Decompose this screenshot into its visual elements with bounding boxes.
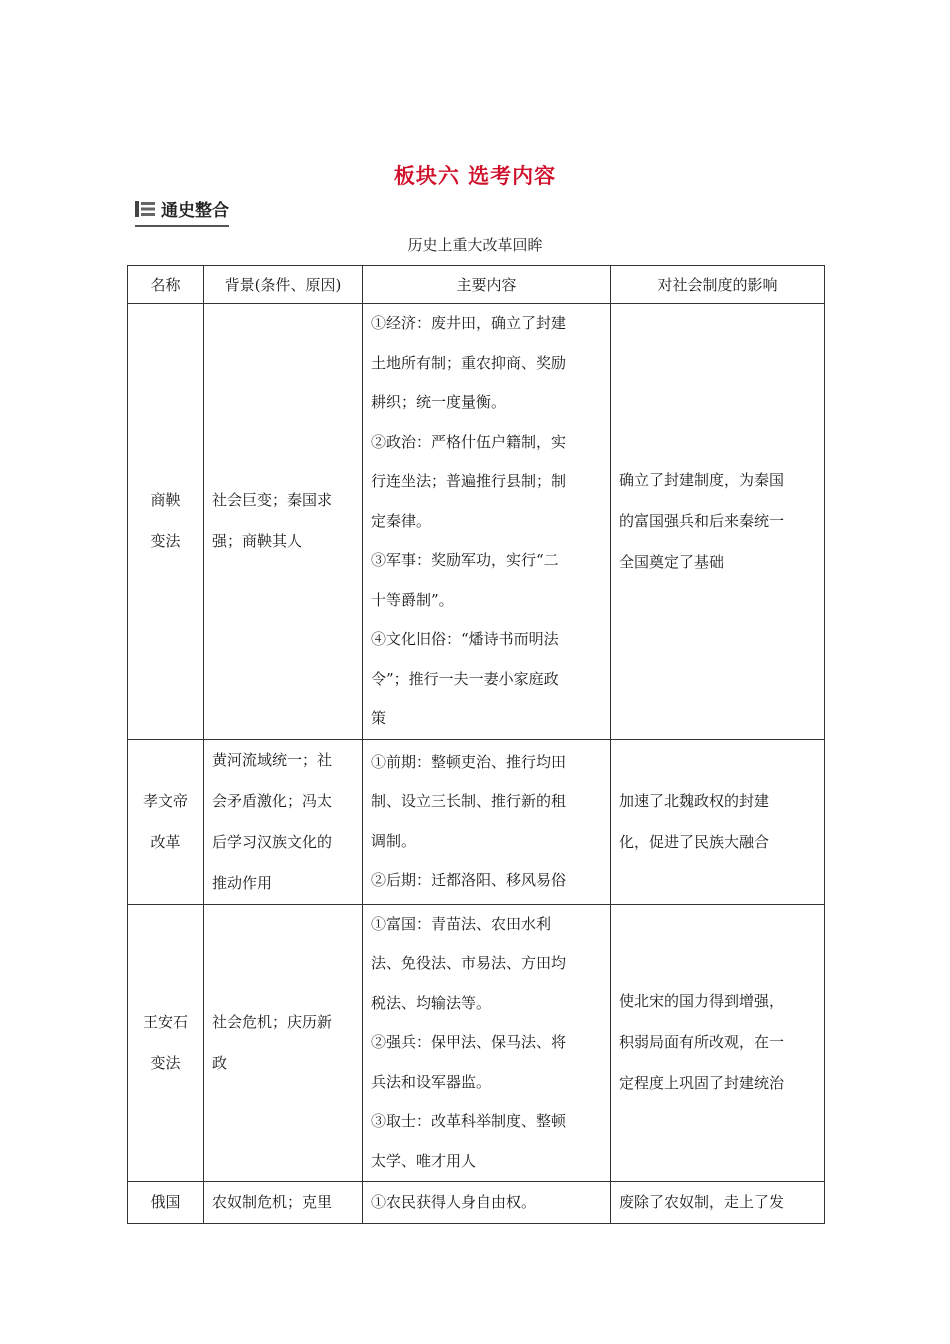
cell-line: ①富国：青苗法、农田水利 — [371, 914, 552, 933]
header-impact: 对社会制度的影响 — [611, 266, 825, 304]
cell-line: ②强兵：保甲法、保马法、将 — [371, 1033, 567, 1051]
cell-line: 推动作用 — [212, 873, 273, 892]
cell-line: ③军事：奖励军功，实行“二 — [371, 551, 559, 569]
cell-content — [363, 1182, 611, 1224]
cell-line: 十等爵制”。 — [371, 590, 454, 609]
cell-line: 令”；推行一夫一妻小家庭政 — [371, 669, 559, 688]
cell-name — [128, 304, 204, 740]
cell-line: 社会巨变；秦国求 — [212, 491, 333, 510]
cell-line: 社会危机；庆历新 — [212, 1012, 333, 1031]
cell-line: 全国奠定了基础 — [619, 552, 725, 571]
cell-line: 农奴制危机；克里 — [212, 1193, 333, 1211]
cell-line: 兵法和设军器监。 — [371, 1072, 492, 1091]
table-header-row — [128, 266, 825, 304]
cell-impact — [611, 904, 825, 1182]
cell-line: 黄河流域统一；社 — [212, 750, 333, 769]
cell-line: ①农民获得人身自由权。 — [371, 1192, 537, 1211]
cell-line: 法、免役法、市易法、方田均 — [371, 954, 567, 972]
cell-line: 化，促进了民族大融合 — [619, 832, 770, 851]
cell-content — [363, 304, 611, 740]
section-heading — [135, 196, 229, 227]
section-heading-text: 通史整合 — [161, 201, 229, 221]
cell-line: 强；商鞅其人 — [212, 532, 303, 551]
cell-content — [363, 739, 611, 904]
cell-line: 变法 — [150, 532, 181, 551]
cell-line: 俄国 — [150, 1193, 181, 1211]
cell-name — [128, 739, 204, 904]
cell-background — [204, 304, 363, 740]
cell-line: ④文化旧俗：“燔诗书而明法 — [371, 630, 559, 648]
cell-line: 行连坐法；普遍推行县制；制 — [371, 472, 567, 490]
cell-line: 后学习汉族文化的 — [212, 832, 333, 851]
cell-line: 商鞅 — [150, 491, 181, 510]
cell-line: ②政治：严格什伍户籍制，实 — [371, 432, 567, 451]
cell-line: 调制。 — [371, 831, 417, 850]
cell-line: 加速了北魏政权的封建 — [619, 791, 770, 810]
table-row — [128, 904, 825, 1182]
table-row — [128, 304, 825, 740]
cell-line: ①经济：废井田，确立了封建 — [371, 314, 567, 332]
section-bars-icon — [135, 199, 155, 219]
page-title: 板块六 选考内容 — [393, 164, 557, 188]
cell-line: 定程度上巩固了封建统治 — [619, 1074, 785, 1093]
header-name: 名称 — [128, 266, 204, 304]
cell-line: 定秦律。 — [371, 511, 432, 530]
cell-impact — [611, 304, 825, 740]
cell-name — [128, 904, 204, 1182]
cell-name — [128, 1182, 204, 1224]
cell-line: ②后期：迁都洛阳、移风易俗 — [371, 871, 567, 889]
cell-impact — [611, 739, 825, 904]
cell-impact — [611, 1182, 825, 1224]
cell-line: 策 — [371, 709, 387, 727]
cell-line: 会矛盾激化；冯太 — [212, 791, 333, 810]
cell-line: 政 — [212, 1053, 228, 1072]
cell-line: ③取士：改革科举制度、整顿 — [371, 1112, 567, 1130]
cell-line: 废除了农奴制，走上了发 — [619, 1193, 785, 1211]
table-row — [128, 1182, 825, 1224]
cell-background — [204, 1182, 363, 1224]
cell-line: ①前期：整顿吏治、推行均田 — [371, 752, 567, 771]
cell-line: 变法 — [150, 1053, 181, 1072]
cell-line: 积弱局面有所改观，在一 — [619, 1033, 785, 1052]
cell-line: 确立了封建制度，为秦国 — [619, 470, 785, 489]
cell-line: 税法、均输法等。 — [371, 993, 492, 1012]
header-background: 背景(条件、原因) — [204, 266, 363, 304]
cell-line: 孝文帝 — [142, 791, 188, 810]
table-caption: 历史上重大改革回眸 — [407, 236, 543, 254]
cell-line: 太学、唯才用人 — [371, 1151, 477, 1170]
cell-line: 耕织；统一度量衡。 — [371, 393, 507, 411]
cell-line: 改革 — [150, 832, 181, 851]
cell-content — [363, 904, 611, 1182]
cell-line: 王安石 — [142, 1012, 188, 1031]
cell-line: 使北宋的国力得到增强， — [619, 992, 785, 1011]
cell-line: 制、设立三长制、推行新的租 — [371, 792, 567, 810]
cell-line: 的富国强兵和后来秦统一 — [619, 511, 785, 530]
cell-background — [204, 739, 363, 904]
reform-table — [127, 265, 825, 1224]
cell-background — [204, 904, 363, 1182]
header-content: 主要内容 — [363, 266, 611, 304]
cell-line: 土地所有制；重农抑商、奖励 — [371, 353, 567, 372]
table-row — [128, 739, 825, 904]
